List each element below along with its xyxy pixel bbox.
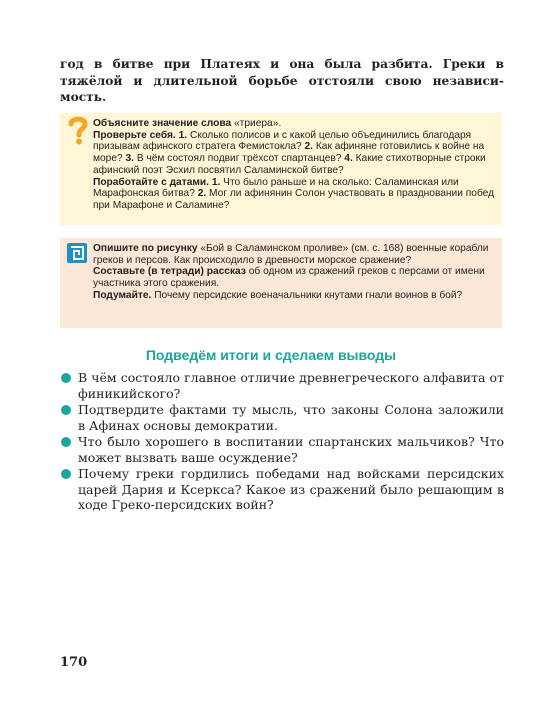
bullet-dot-icon	[61, 405, 71, 415]
list-item: Подтвердите фактами ту мысль, что законы Солона заложили в Афинах основы демократии.	[60, 402, 504, 433]
list-item: Почему греки гордились победами над войсками персидских царей Дария и Ксеркса? Какое из сражений было решающим в ходе Греко-персидских войн?	[60, 466, 504, 513]
bullet-dot-icon	[61, 437, 71, 447]
intro-line: мость.	[60, 90, 107, 104]
question-mark-icon	[66, 115, 90, 145]
review-questions-text	[93, 118, 496, 212]
greek-key-book-icon	[67, 243, 87, 263]
think-task: Подумайте. Почему персидские военачальники кнутами гнали воинов в бой?	[93, 289, 463, 301]
page-number: 170	[60, 655, 88, 670]
picture-tasks-box	[60, 238, 502, 328]
list-item: Что было хорошего в воспитании спартанских мальчиков? Что может вызвать ваше осуждение?	[60, 434, 504, 465]
bullet-dot-icon	[61, 373, 71, 383]
intro-paragraph	[60, 56, 504, 106]
intro-line: год в битве при Платеях и она была разбита. Греки в	[60, 57, 504, 71]
list-item: В чём состояло главное отличие древнегреческого алфавита от финикийского?	[60, 370, 504, 401]
describe-picture-task: Опишите по рисунку «Бой в Саламинском проливе» (см. с. 168) военные корабли греков и персов. Как происходило в древности морское сражение?	[93, 243, 489, 266]
write-story-task: Составьте (в тетради) рассказ об одном из сражений греков с персами от имени участника этого сражения.	[93, 266, 485, 290]
review-questions-box	[60, 113, 502, 225]
picture-tasks-text	[93, 243, 496, 302]
bullet-dot-icon	[61, 469, 71, 479]
summary-heading: Подведём итоги и сделаем выводы	[145, 347, 397, 363]
summary-questions	[60, 370, 504, 514]
check-yourself-task: Проверьте себя. 1. Сколько полисов и с какой целью объединились благодаря призывам афинского стратега Фемистокла? 2. Как афиняне готовились к войне на море? 3. В чём состоял подвиг трёхсот спартанцев? 4. Какие стихотворные строки афинский поэт Эсхил посвятил Саламинской битве?	[93, 129, 486, 176]
explain-word-task: Объясните значение слова «триера».	[93, 118, 282, 129]
intro-line: тяжёлой и длительной борьбе отстояли свою независи-	[60, 73, 504, 88]
dates-task: Поработайте с датами. 1. Что было раньше и на сколько: Саламинская или Марафонская битва? 2. Мог ли афинянин Солон участвовать в праздновании побед при Марафоне и Саламине?	[93, 176, 495, 211]
